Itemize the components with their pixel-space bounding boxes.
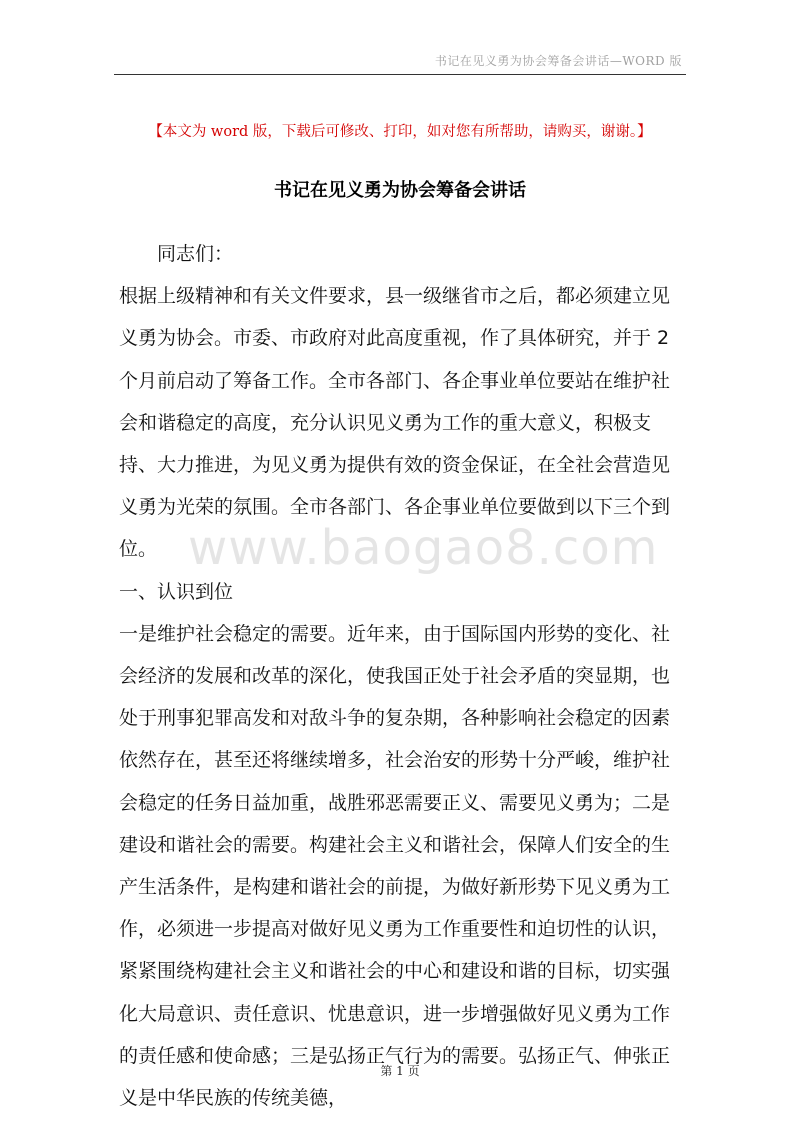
paragraph: 一是维护社会稳定的需要。近年来，由于国际国内形势的变化、社会经济的发展和改革的深化，使我国正处于社会矛盾的突显期，也处于刑事犯罪高发和对敌斗争的复杂期，各种影响社会稳定的因素依然存在，甚至还将继续增多，社会治安的形势十分严峻，维护社会稳定的任务日益加重，战胜邪恶需要正义、需要见义勇为；二是建设和谐社会的需要。构建社会主义和谐社会，保障人们安全的生产生活条件，是构建和谐社会的前提，为做好新形势下见义勇为工作，必须进一步提高对做好见义勇为工作重要性和迫切性的认识，紧紧围绕构建社会主义和谐社会的中心和建设和谐的目标，切实强化大局意识、责任意识、忧患意识，进一步增强做好见义勇为工作的责任感和使命感；三是弘扬正气行为的需要。弘扬正气、伸张正义是中华民族的传统美德， xyxy=(119,622,671,1110)
document-body xyxy=(119,233,685,1119)
section-heading: 一、认识到位 xyxy=(119,580,234,603)
document-title: 书记在见义勇为协会筹备会讲话 xyxy=(274,180,526,201)
purchase-notice: 【本文为 word 版，下载后可修改、打印，如对您有所帮助，请购买，谢谢。】 xyxy=(148,124,652,140)
watermark: www.baogao8.com xyxy=(188,520,659,576)
page-number: 第 1 页 xyxy=(380,1064,420,1078)
running-header: 书记在见义勇为协会筹备会讲话—WORD 版 xyxy=(434,54,682,68)
paragraph: 根据上级精神和有关文件要求，县一级继省市之后，都必须建立见义勇为协会。市委、市政府对此高度重视，作了具体研究，并于 2 个月前启动了筹备工作。全市各部门、各企事业单位要站在维护社会和谐稳定的高度，充分认识见义勇为工作的重大意义，积极支持、大力推进，为见义勇为提供有效的资金保证，在全社会营造见义勇为光荣的氛围。全市各部门、各企事业单位要做到以下三个到位。 xyxy=(119,285,671,561)
header-divider xyxy=(114,74,686,75)
salutation: 同志们： xyxy=(157,243,234,265)
